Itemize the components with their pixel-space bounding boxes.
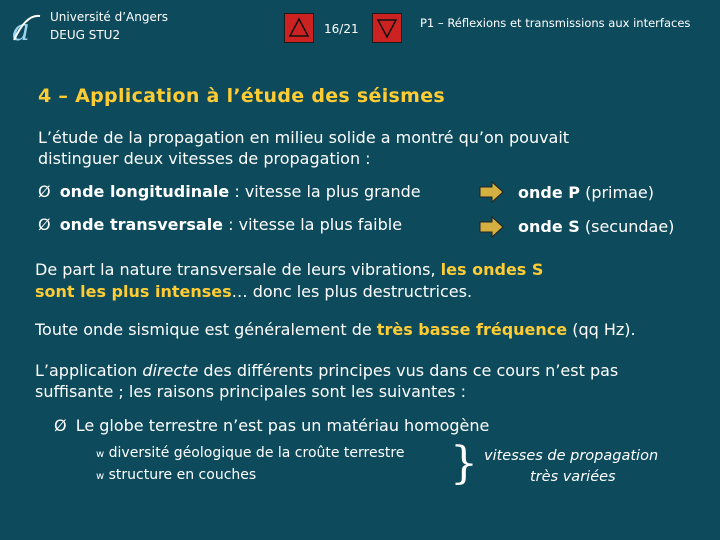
paragraph-application-line-1: L’application directe des différents principes vus dans ce cours n’est pas xyxy=(35,361,619,380)
university-name: Université d’Angers xyxy=(50,10,169,24)
wave-result-p: onde P (primae) xyxy=(518,183,654,202)
paragraph-intensity-line-1: De part la nature transversale de leurs vibrations, les ondes S xyxy=(35,260,544,279)
right-arrow-icon xyxy=(478,181,504,203)
slide-title: 4 – Application à l’étude des séismes xyxy=(38,85,446,107)
page-counter: 16/21 xyxy=(324,22,359,36)
paragraph-application-line-2: suffisante ; les raisons principales sont les suivantes : xyxy=(35,382,466,401)
course-name: DEUG STU2 xyxy=(50,28,121,42)
section-title: P1 – Réflexions et transmissions aux interfaces xyxy=(420,16,691,30)
sub-item-layers: w structure en couches xyxy=(96,467,257,483)
wave-row-longitudinal xyxy=(38,181,421,202)
wave-term: onde longitudinale xyxy=(59,182,230,201)
next-slide-button[interactable] xyxy=(372,13,402,43)
diamond-bullet-icon: w xyxy=(96,471,105,482)
diamond-bullet-icon: w xyxy=(96,449,105,460)
wave-result-s: onde S (secundae) xyxy=(518,217,675,236)
conclusion-line-2: très variées xyxy=(530,469,616,485)
wave-row-transversal xyxy=(38,214,402,235)
triangle-down-icon xyxy=(373,14,401,42)
wave-description: : vitesse la plus grande xyxy=(234,182,421,201)
svg-text:a: a xyxy=(12,13,30,46)
arrow-bullet-icon: Ø xyxy=(38,215,51,234)
conclusion-line-1: vitesses de propagation xyxy=(484,448,659,464)
paragraph-frequency: Toute onde sismique est généralement de très basse fréquence (qq Hz). xyxy=(35,320,636,339)
sub-item-geology: w diversité géologique de la croûte terrestre xyxy=(96,445,405,461)
intro-line-1: L’étude de la propagation en milieu solide a montré qu’on pouvait xyxy=(38,128,570,147)
previous-slide-button[interactable] xyxy=(284,13,314,43)
paragraph-intensity-line-2: sont les plus intenses… donc les plus destructrices. xyxy=(35,282,473,301)
university-logo xyxy=(8,10,44,46)
wave-description: : vitesse la plus faible xyxy=(228,215,403,234)
wave-term: onde transversale xyxy=(59,215,224,234)
arrow-bullet-icon: Ø xyxy=(38,182,51,201)
intro-line-2: distinguer deux vitesses de propagation : xyxy=(38,149,371,168)
heterogeneity-point: Ø Le globe terrestre n’est pas un matériau homogène xyxy=(54,416,490,435)
triangle-up-icon xyxy=(285,14,313,42)
brace-icon: } xyxy=(450,438,478,489)
right-arrow-icon xyxy=(478,216,504,238)
arrow-bullet-icon: Ø xyxy=(54,416,67,435)
